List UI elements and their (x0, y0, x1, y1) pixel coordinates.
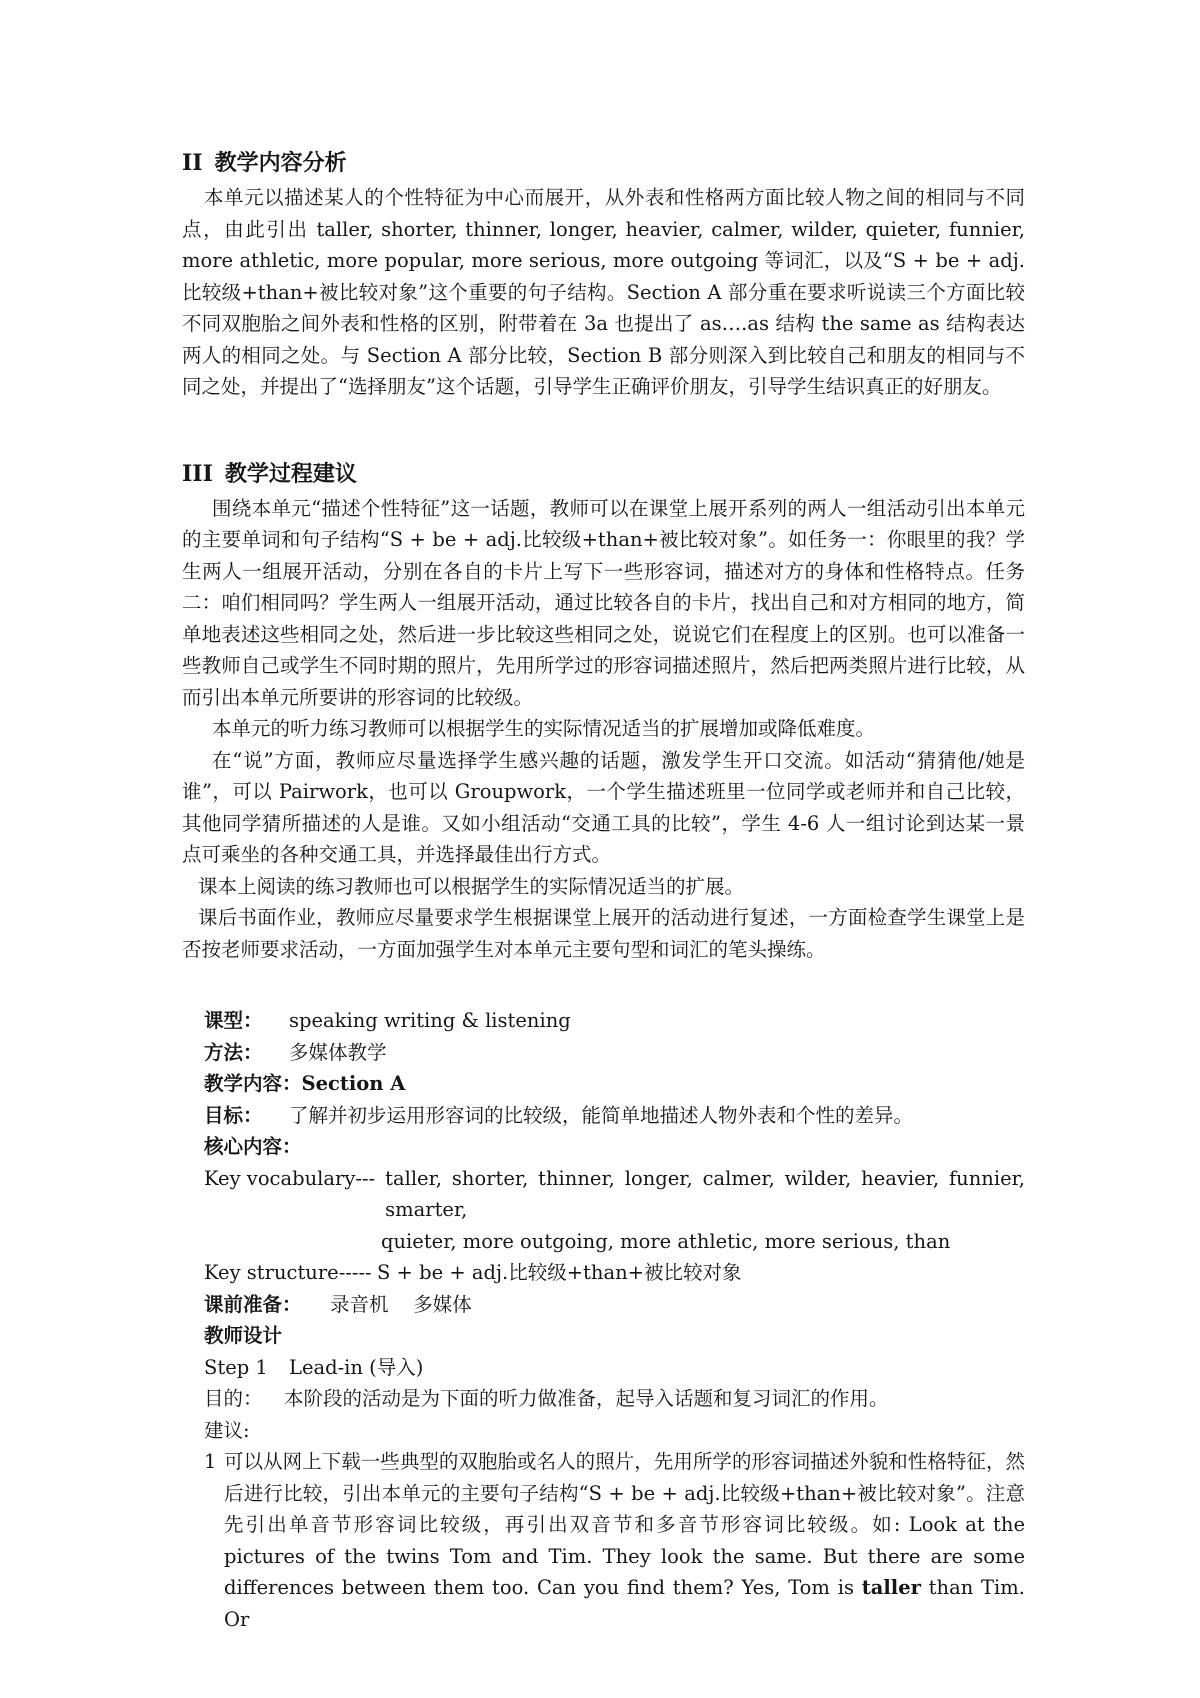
structure-value: S + be + adj.比较级+than+被比较对象 (377, 1261, 742, 1284)
vocabulary-line-2: quieter, more outgoing, more athletic, more serious, than (381, 1229, 951, 1253)
core-row (204, 1131, 1025, 1163)
purpose-label: 目的： (204, 1387, 263, 1410)
section-paragraph: 在“说”方面，教师应尽量选择学生感兴趣的话题，激发学生开口交流。如活动“猜猜他/她是谁”，可以 Pairwork，也可以 Groupwork，一个学生描述班里一位同学或老师并和自己比较，其他同学猜所描述的人是谁。又如小组活动“交通工具的比较”，学生 4-6 人一组讨论到达某一景点可乘坐的各种交通工具，并选择最佳出行方式。 (182, 748, 1025, 866)
lesson-type-value: speaking writing & listening (289, 1009, 571, 1032)
method-row (204, 1037, 1025, 1069)
core-label: 核心内容： (204, 1135, 302, 1158)
prep-row (204, 1289, 1025, 1321)
section-number: III (182, 460, 213, 487)
section-title: 教学过程建议 (224, 460, 357, 487)
section-paragraph: 本单元的听力练习教师可以根据学生的实际情况适当的扩展增加或降低难度。 (212, 717, 876, 740)
section-heading-2 (182, 148, 1025, 178)
vocabulary-line-1: taller, shorter, thinner, longer, calmer, wilder, heavier, funnier, smarter, (385, 1166, 1025, 1221)
suggest-label: 建议: (204, 1418, 250, 1442)
suggestion-number: 1 (204, 1450, 217, 1473)
section-paragraph: 课本上阅读的练习教师也可以根据学生的实际情况适当的扩展。 (198, 874, 745, 898)
design-row (204, 1320, 1025, 1352)
suggestion-item (204, 1446, 1025, 1635)
section-paragraph: 课后书面作业，教师应尽量要求学生根据课堂上展开的活动进行复述，一方面检查学生课堂上是否按老师要求活动，一方面加强学生对本单元主要句型和词汇的笔头操练。 (182, 906, 1025, 961)
design-label: 教师设计 (204, 1324, 283, 1347)
step-label: Step 1 (204, 1355, 268, 1379)
method-label: 方法： (204, 1040, 263, 1064)
step-row (204, 1352, 1025, 1384)
section-paragraph: 本单元以描述某人的个性特征为中心而展开，从外表和性格两方面比较人物之间的相同与不同点，由此引出 taller, shorter, thinner, longer, heavier, calmer, wilder, quieter, funnier, more athletic, more popular, more serious, more outgoing 等词汇，以及“S + be + adj.比较级+than+被比较对象”这个重要的句子结构。Section A 部分重在要求听说读三个方面比较不同双胞胎之间外表和性格的区别，附带着在 3a 也提出了 as….as 结构 the same as 结构表达两人的相同之处。与 Section A 部分比较，Section B 部分则深入到比较自己和朋友的相同与不同之处，并提出了“选择朋友”这个话题，引导学生正确评价朋友，引导学生结识真正的好朋友。 (182, 186, 1025, 398)
suggestion-bold-word: taller (861, 1576, 921, 1599)
suggestion-text-tail: than Tim. Or (224, 1576, 1025, 1631)
content-value: Section A (301, 1072, 406, 1095)
prep-label: 课前准备： (204, 1292, 302, 1316)
section-heading-3 (182, 459, 1025, 489)
lesson-type-row (204, 1005, 1025, 1037)
lesson-type-label: 课型： (204, 1009, 263, 1032)
spacer (182, 965, 1025, 1005)
section-title: 教学内容分析 (214, 150, 347, 176)
goal-label: 目标： (204, 1103, 263, 1127)
vocabulary-label: Key vocabulary--- (204, 1166, 376, 1190)
content-row (204, 1068, 1025, 1100)
suggestion-text-main: 可以从网上下载一些典型的双胞胎或名人的照片，先用所学的形容词描述外貌和性格特征，然后进行比较，引出本单元的主要句子结构“S + be + adj.比较级+than+被比较对象”。注意先引出单音节形容词比较级，再引出双音节和多音节形容词比较级。如: Look at the pictures of the twins Tom and Tim. They look the same. But there are some differences between them too. Can you find them? Yes, Tom is (224, 1450, 1025, 1599)
spacer (182, 403, 1025, 447)
section-number: II (182, 150, 203, 176)
purpose-value: 本阶段的活动是为下面的听力做准备，起导入话题和复习词汇的作用。 (284, 1387, 889, 1410)
prep-value: 录音机 多媒体 (330, 1292, 472, 1316)
lesson-info (182, 1005, 1025, 1635)
method-value: 多媒体教学 (289, 1040, 387, 1064)
purpose-row (204, 1383, 1025, 1415)
goal-value: 了解并初步运用形容词的比较级，能简单地描述人物外表和个性的差异。 (289, 1103, 914, 1127)
structure-row (204, 1257, 1025, 1289)
content-label: 教学内容： (204, 1072, 302, 1095)
suggestion-text (224, 1446, 1025, 1635)
step-value: Lead-in (导入) (289, 1355, 424, 1379)
goal-row (204, 1100, 1025, 1132)
structure-label: Key structure----- (204, 1261, 372, 1284)
vocabulary-row (204, 1163, 1025, 1226)
section-paragraph: 围绕本单元“描述个性特征”这一话题，教师可以在课堂上展开系列的两人一组活动引出本单元的主要单词和句子结构“S + be + adj.比较级+than+被比较对象”。如任务一：你眼里的我？学生两人一组展开活动，分别在各自的卡片上写下一些形容词，描述对方的身体和性格特点。任务二：咱们相同吗？学生两人一组展开活动，通过比较各自的卡片，找出自己和对方相同的地方，简单地表述这些相同之处，然后进一步比较这些相同之处，说说它们在程度上的区别。也可以准备一些教师自己或学生不同时期的照片，先用所学过的形容词描述照片，然后把两类照片进行比较，从而引出本单元所要讲的形容词的比较级。 (182, 496, 1025, 709)
